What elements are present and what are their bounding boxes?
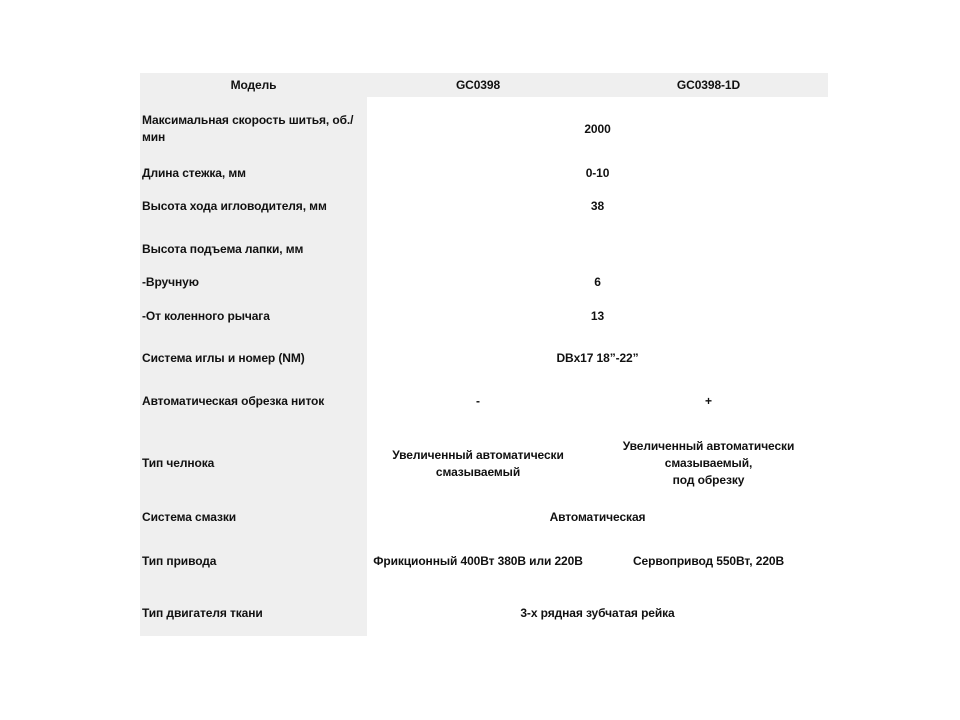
row-value: 38 bbox=[590, 199, 605, 213]
table-row bbox=[140, 504, 828, 531]
row-value-gc0398: Увеличенный автоматически смазываемый bbox=[392, 447, 564, 479]
table-row bbox=[140, 97, 828, 161]
row-value: 13 bbox=[590, 308, 605, 323]
row-value: Автоматическая bbox=[549, 510, 646, 524]
row-value bbox=[367, 228, 828, 270]
row-value-gc0398-1d: Сервопривод 550Вт, 220В bbox=[632, 553, 785, 568]
row-label: Автоматическая обрезка ниток bbox=[140, 380, 367, 423]
value-line: под обрезку bbox=[672, 473, 745, 487]
spec-table bbox=[140, 73, 828, 636]
table-row bbox=[140, 337, 828, 380]
table-row bbox=[140, 161, 828, 185]
row-value-gc0398: Фрикционный 400Вт 380В или 220В bbox=[373, 553, 583, 568]
row-label: Система иглы и номер (NM) bbox=[140, 337, 367, 380]
table-row bbox=[140, 591, 828, 636]
row-value-gc0398: - bbox=[476, 394, 480, 408]
table-row bbox=[140, 228, 828, 270]
table-row bbox=[140, 380, 828, 423]
table-row bbox=[140, 185, 828, 228]
value-line: Увеличенный автоматически смазываемый, bbox=[622, 439, 795, 470]
row-label: Максимальная скорость шитья, об./мин bbox=[140, 97, 367, 161]
row-value: 2000 bbox=[584, 121, 611, 136]
header-gc0398-1d: GC0398-1D bbox=[589, 73, 828, 97]
row-value-gc0398-1d: + bbox=[705, 394, 712, 408]
table-row bbox=[140, 423, 828, 504]
table-row bbox=[140, 295, 828, 337]
row-label: -Вручную bbox=[140, 270, 367, 295]
row-label: Система смазки bbox=[140, 504, 367, 531]
header-gc0398: GC0398 bbox=[367, 73, 589, 97]
row-label: Тип привода bbox=[140, 531, 367, 591]
row-value: 6 bbox=[594, 275, 601, 289]
row-label: Высота хода игловодителя, мм bbox=[140, 185, 367, 228]
row-label: -От коленного рычага bbox=[140, 295, 367, 337]
table-row bbox=[140, 270, 828, 295]
row-value: 0-10 bbox=[585, 165, 610, 180]
row-label: Тип челнока bbox=[140, 423, 367, 504]
row-value-gc0398-1d bbox=[589, 423, 828, 504]
header-model: Модель bbox=[140, 73, 367, 97]
header-row bbox=[140, 73, 828, 97]
row-value: 3-х рядная зубчатая рейка bbox=[520, 606, 675, 620]
row-value: DBx17 18”-22” bbox=[556, 351, 639, 365]
row-label: Тип двигателя ткани bbox=[140, 591, 367, 636]
row-label: Длина стежка, мм bbox=[140, 161, 367, 185]
table-row bbox=[140, 531, 828, 591]
row-label: Высота подъема лапки, мм bbox=[140, 228, 367, 270]
